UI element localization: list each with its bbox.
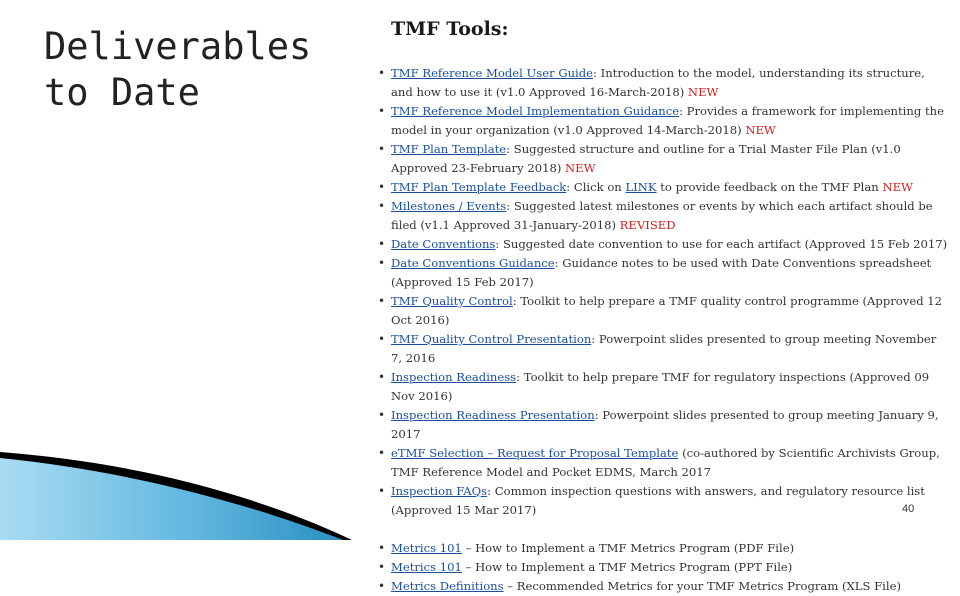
slide-title: [44, 24, 311, 116]
item-description: – How to Implement a TMF Metrics Program (PPT File): [461, 560, 793, 574]
item-description: : Click on: [566, 180, 626, 194]
list-item: [378, 577, 948, 596]
item-description: : Guidance notes to be used with Date Conventions spreadsheet (Approved 15 Feb 2017): [391, 256, 932, 289]
quality-control-link[interactable]: TMF Quality Control: [391, 294, 513, 308]
item-description: : Toolkit to help prepare TMF for regulatory inspections (Approved 09 Nov 2016): [391, 370, 930, 403]
item-description: : Powerpoint slides presented to group meeting November 7, 2016: [391, 332, 937, 365]
list-item: [378, 197, 948, 235]
list-item: [378, 482, 948, 520]
slide-title-line1: Deliverables: [44, 25, 312, 68]
item-description: : Provides a framework for implementing the model in your organization (v1.0 Approved 14-March-2018): [391, 104, 944, 137]
list-item: [378, 102, 948, 140]
user-guide-link[interactable]: TMF Reference Model User Guide: [391, 66, 594, 80]
item-description: : Suggested date convention to use for each artifact (Approved 15 Feb 2017): [495, 237, 948, 251]
plan-template-feedback-link[interactable]: TMF Plan Template Feedback: [391, 180, 567, 194]
item-description: – How to Implement a TMF Metrics Program (PDF File): [461, 541, 795, 555]
metrics-definitions-link[interactable]: Metrics Definitions: [391, 579, 504, 593]
list-item: [378, 406, 948, 444]
tmf-tools-list: [378, 64, 948, 596]
swoosh-blue: [0, 455, 345, 540]
item-description: – Recommended Metrics for your TMF Metrics Program (XLS File): [503, 579, 901, 593]
inspection-readiness-presentation-link[interactable]: Inspection Readiness Presentation: [391, 408, 595, 422]
list-item: [378, 330, 948, 368]
item-description: : Toolkit to help prepare a TMF quality control programme (Approved 12 Oct 2016): [391, 294, 943, 327]
list-item: [378, 558, 948, 577]
list-item: [378, 444, 948, 482]
status-tag: NEW: [687, 85, 719, 99]
feedback-link[interactable]: LINK: [625, 180, 657, 194]
date-conventions-link[interactable]: Date Conventions: [391, 237, 496, 251]
metrics-101-ppt-link[interactable]: Metrics 101: [391, 560, 462, 574]
list-item: [378, 292, 948, 330]
item-description: : Common inspection questions with answers, and regulatory resource list (Approved 15 Mar 2017): [391, 484, 925, 517]
item-description: : Introduction to the model, understanding its structure, and how to use it (v1.0 Approved 16-March-2018): [391, 66, 925, 99]
implementation-guidance-link[interactable]: TMF Reference Model Implementation Guidance: [391, 104, 680, 118]
page-number: 40: [902, 503, 915, 515]
etmf-selection-rfp-link[interactable]: eTMF Selection – Request for Proposal Template: [391, 446, 679, 460]
item-description: : Suggested latest milestones or events by which each artifact should be filed (v1.1 Approved 31-January-2018): [391, 199, 933, 232]
list-item: [378, 539, 948, 558]
quality-control-presentation-link[interactable]: TMF Quality Control Presentation: [391, 332, 592, 346]
item-description: (co-authored by Scientific Archivists Group, TMF Reference Model and Pocket EDMS, March 2017: [391, 446, 940, 479]
swoosh-black: [0, 452, 352, 540]
status-tag: NEW: [882, 180, 913, 194]
list-item: [378, 64, 948, 102]
item-description: : Powerpoint slides presented to group meeting January 9, 2017: [391, 408, 939, 441]
list-item: [378, 254, 948, 292]
item-description-cont: to provide feedback on the TMF Plan: [656, 180, 883, 194]
status-tag: NEW: [745, 123, 776, 137]
slide-title-line2: to Date: [44, 71, 200, 114]
status-tag: NEW: [565, 161, 596, 175]
list-item: [378, 368, 948, 406]
inspection-faqs-link[interactable]: Inspection FAQs: [391, 484, 488, 498]
item-description: : Suggested structure and outline for a Trial Master File Plan (v1.0 Approved 23-February 2018): [391, 142, 901, 175]
list-item: [378, 235, 948, 254]
list-item: [378, 140, 948, 178]
list-item: [378, 178, 948, 197]
date-conventions-guidance-link[interactable]: Date Conventions Guidance: [391, 256, 555, 270]
tmf-tools-heading: TMF Tools:: [391, 18, 509, 40]
metrics-101-pdf-link[interactable]: Metrics 101: [391, 541, 462, 555]
milestones-events-link[interactable]: Milestones / Events: [391, 199, 507, 213]
status-tag: REVISED: [619, 218, 676, 232]
plan-template-link[interactable]: TMF Plan Template: [391, 142, 507, 156]
inspection-readiness-link[interactable]: Inspection Readiness: [391, 370, 517, 384]
